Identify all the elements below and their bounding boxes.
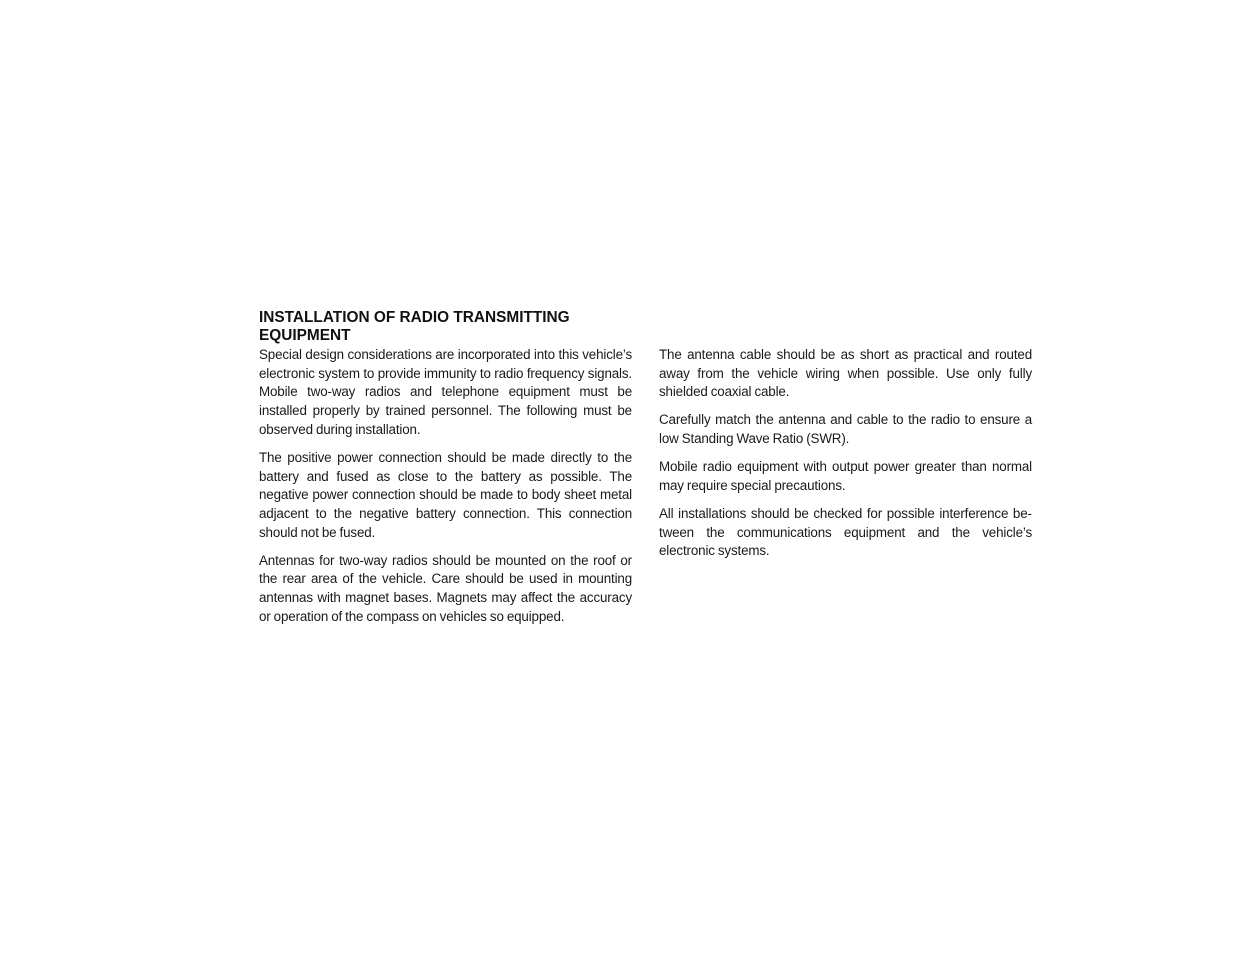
paragraph-design-considerations: Special design considerations are incorporated into this vehicle’s electronic system to provide immunity to radio frequency signals. Mobile two-way radios and telephone equipment must be installed properly by trained personnel. The following must be observed during installation. bbox=[259, 347, 632, 437]
left-column bbox=[259, 309, 632, 636]
paragraph-antenna-cable: The antenna cable should be as short as practical and routed away from the vehicle wiring when possible. Use only fully shielded coaxial cable. bbox=[659, 347, 1032, 400]
paragraph-antenna-mounting: Antennas for two-way radios should be mounted on the roof or the rear area of the vehicle. Care should be used in mounting antennas with magnet bases. Magnets may affect the accuracy or operation of the compass on vehicles so equipped. bbox=[259, 552, 632, 624]
paragraph-power-connection: The positive power connection should be made directly to the battery and fused as close to the battery as possible. The negative power connection should be made to body sheet metal adjacent to the negative battery connection. This connection should not be fused. bbox=[259, 449, 632, 540]
section-heading: INSTALLATION OF RADIO TRANSMITTING EQUIPMENT bbox=[259, 309, 570, 344]
paragraph-swr-matching: Carefully match the antenna and cable to the radio to ensure a low Standing Wave Ratio (SWR). bbox=[659, 412, 1032, 447]
paragraph-interference-check: All installations should be checked for possible interference between the communications equipment and the vehicle’s electronic systems. bbox=[659, 505, 1032, 559]
paragraph-output-power: Mobile radio equipment with output power greater than normal may require special precautions. bbox=[659, 459, 1032, 493]
right-column bbox=[659, 346, 1032, 570]
